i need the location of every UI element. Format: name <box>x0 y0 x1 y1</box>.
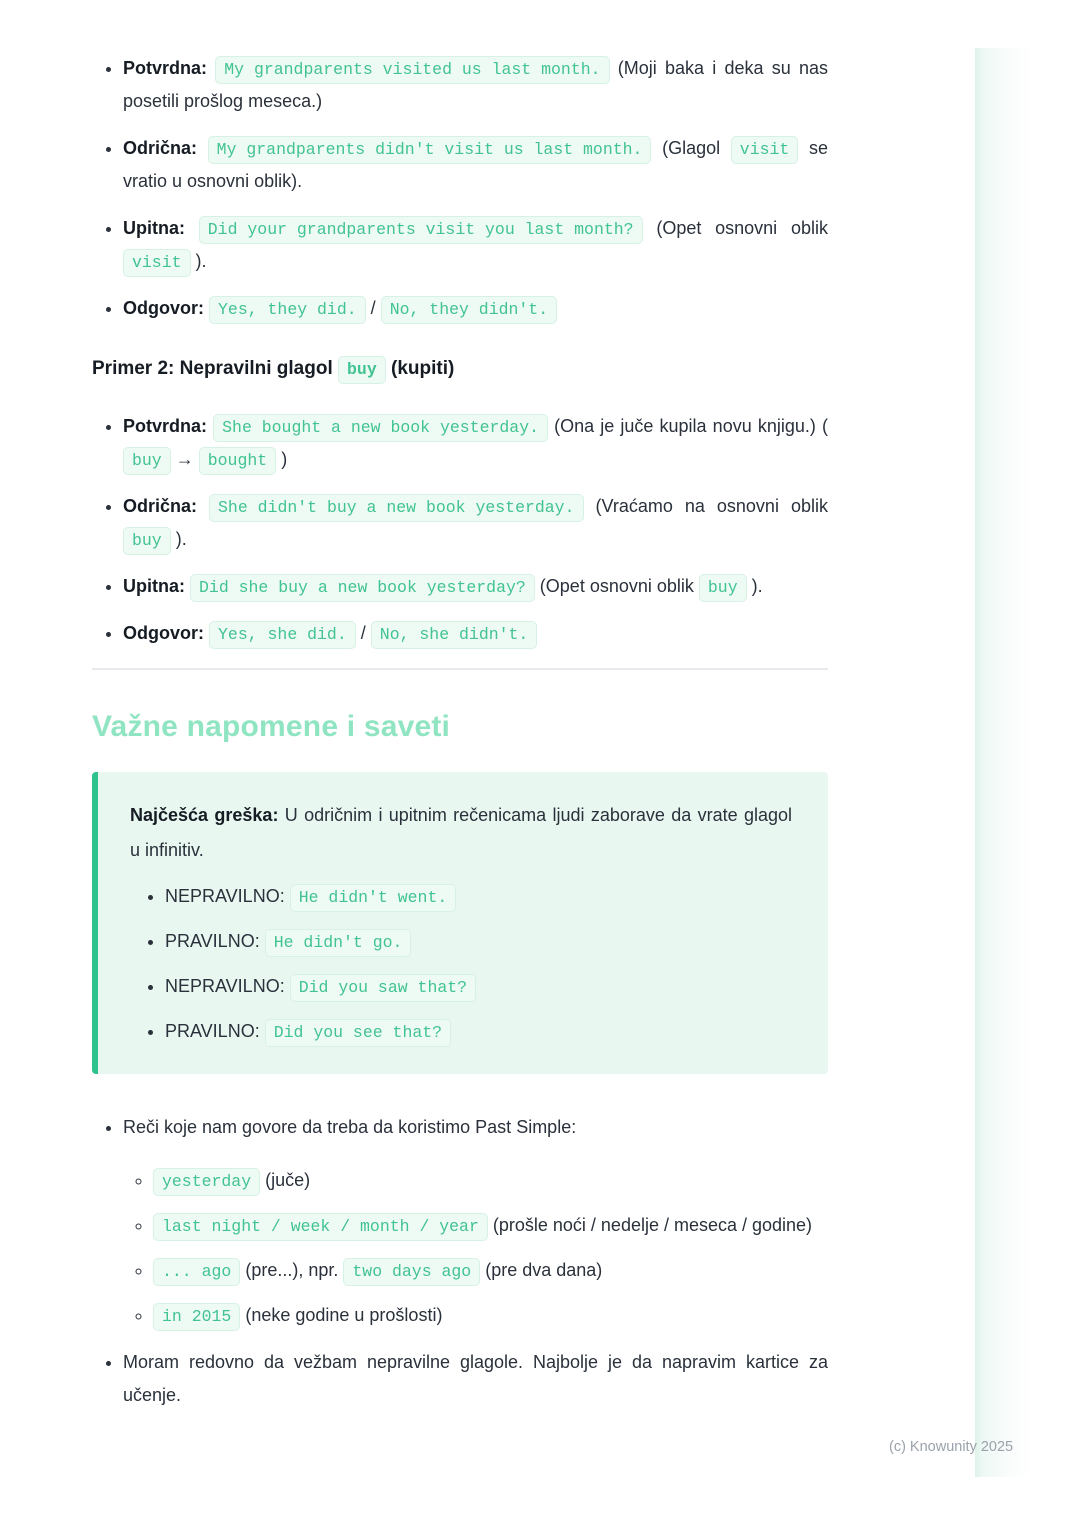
list-item <box>153 1299 828 1332</box>
list-item <box>165 1015 792 1048</box>
list-item <box>123 490 828 556</box>
text-run: U odričnim i upitnim rečenicama ljudi zaborave da vrate glagol u infinitiv. <box>130 805 792 860</box>
code-chip: buy <box>338 356 386 384</box>
page-edge-strip <box>975 48 1033 1477</box>
code-chip: visit <box>123 249 191 277</box>
section-divider <box>92 668 828 670</box>
text-run: (pre dva dana) <box>485 1260 603 1280</box>
text-run: (Glagol <box>662 138 721 158</box>
list-item <box>123 1111 828 1332</box>
item-label: Odrična: <box>123 138 198 158</box>
code-chip: in 2015 <box>153 1303 240 1331</box>
list-item <box>123 570 828 603</box>
list-item <box>165 925 792 958</box>
example2-list <box>92 410 828 650</box>
tips-sublist <box>123 1164 828 1332</box>
code-chip: My grandparents didn't visit us last month. <box>208 136 652 164</box>
list-item <box>123 52 828 118</box>
code-chip: Did she buy a new book yesterday? <box>190 574 535 602</box>
callout-list <box>130 880 792 1048</box>
code-chip: bought <box>199 447 276 475</box>
text-run: ). <box>195 251 207 271</box>
list-item <box>123 212 828 278</box>
code-chip: He didn't go. <box>265 929 412 957</box>
code-chip: My grandparents visited us last month. <box>215 56 609 84</box>
code-chip: Did you see that? <box>265 1019 451 1047</box>
text-run: (prošle noći / nedelje / meseca / godine) <box>492 1215 813 1235</box>
list-item <box>123 410 828 476</box>
text-run: → <box>175 449 194 469</box>
document-content <box>92 52 828 1426</box>
code-chip: buy <box>699 574 747 602</box>
item-label: Odgovor: <box>123 623 204 643</box>
code-chip: She bought a new book yesterday. <box>213 414 548 442</box>
tips-list <box>92 1111 828 1412</box>
text-run: ) <box>281 449 288 469</box>
list-item <box>123 132 828 198</box>
text-run: / <box>360 623 366 643</box>
text-run: / <box>370 298 376 318</box>
code-chip: No, they didn't. <box>381 296 557 324</box>
item-label: Primer 2: Nepravilni glagol <box>92 358 333 379</box>
callout-intro <box>130 798 792 868</box>
list-item <box>165 970 792 1003</box>
text-run: PRAVILNO: <box>165 931 260 951</box>
text-run: (Opet osnovni oblik <box>539 576 694 596</box>
item-label: Odgovor: <box>123 298 204 318</box>
code-chip: She didn't buy a new book yesterday. <box>209 494 583 522</box>
text-run: (juče) <box>265 1170 311 1190</box>
text-run: NEPRAVILNO: <box>165 976 285 996</box>
item-label: (kupiti) <box>391 358 455 379</box>
text-run: (Ona je juče kupila novu knjigu.) ( <box>554 416 828 436</box>
code-chip: ... ago <box>153 1258 240 1286</box>
primer2-heading <box>92 352 828 385</box>
code-chip: He didn't went. <box>290 884 457 912</box>
text-run: se vratio u osnovni oblik). <box>123 138 828 191</box>
warning-callout <box>92 772 828 1074</box>
item-label: Potvrdna: <box>123 58 208 78</box>
list-item: • Moram redovno da vežbam nepravilne glagole. Najbolje je da napravim kartice za učenje. <box>123 1346 828 1412</box>
item-label: Najčešća greška: <box>130 805 279 825</box>
text-run: (Vraćamo na osnovni oblik <box>595 496 828 516</box>
text-run: ). <box>175 529 187 549</box>
code-chip: Yes, she did. <box>209 621 356 649</box>
code-chip: last night / week / month / year <box>153 1213 488 1241</box>
text-run: PRAVILNO: <box>165 1021 260 1041</box>
list-item <box>165 880 792 913</box>
list-item <box>153 1209 828 1242</box>
code-chip: buy <box>123 447 171 475</box>
item-label: Potvrdna: <box>123 416 208 436</box>
section-heading: Važne napomene i saveti <box>92 710 451 743</box>
code-chip: buy <box>123 527 171 555</box>
item-label: Upitna: <box>123 576 185 596</box>
copyright-watermark: (c) Knowunity 2025 <box>889 1439 1014 1455</box>
list-item <box>153 1164 828 1197</box>
text-run: (Opet osnovni oblik <box>656 218 828 238</box>
text-run: ). <box>751 576 763 596</box>
example1-list <box>92 52 828 325</box>
item-label: Odrična: <box>123 496 198 516</box>
code-chip: visit <box>731 136 799 164</box>
code-chip: Did your grandparents visit you last month? <box>199 216 643 244</box>
item-label: Upitna: <box>123 218 185 238</box>
code-chip: Yes, they did. <box>209 296 366 324</box>
text-run: (pre...), npr. <box>245 1260 339 1280</box>
list-item <box>123 292 828 325</box>
text-run: (Moji baka i deka su nas posetili prošlog meseca.) <box>123 58 828 111</box>
text-run: NEPRAVILNO: <box>165 886 285 906</box>
tips-intro: Reči koje nam govore da treba da koristimo Past Simple: <box>123 1117 577 1137</box>
list-item <box>153 1254 828 1287</box>
list-item <box>123 617 828 650</box>
code-chip: No, she didn't. <box>371 621 538 649</box>
text-run: (neke godine u prošlosti) <box>245 1305 443 1325</box>
code-chip: yesterday <box>153 1168 260 1196</box>
code-chip: Did you saw that? <box>290 974 476 1002</box>
code-chip: two days ago <box>343 1258 480 1286</box>
